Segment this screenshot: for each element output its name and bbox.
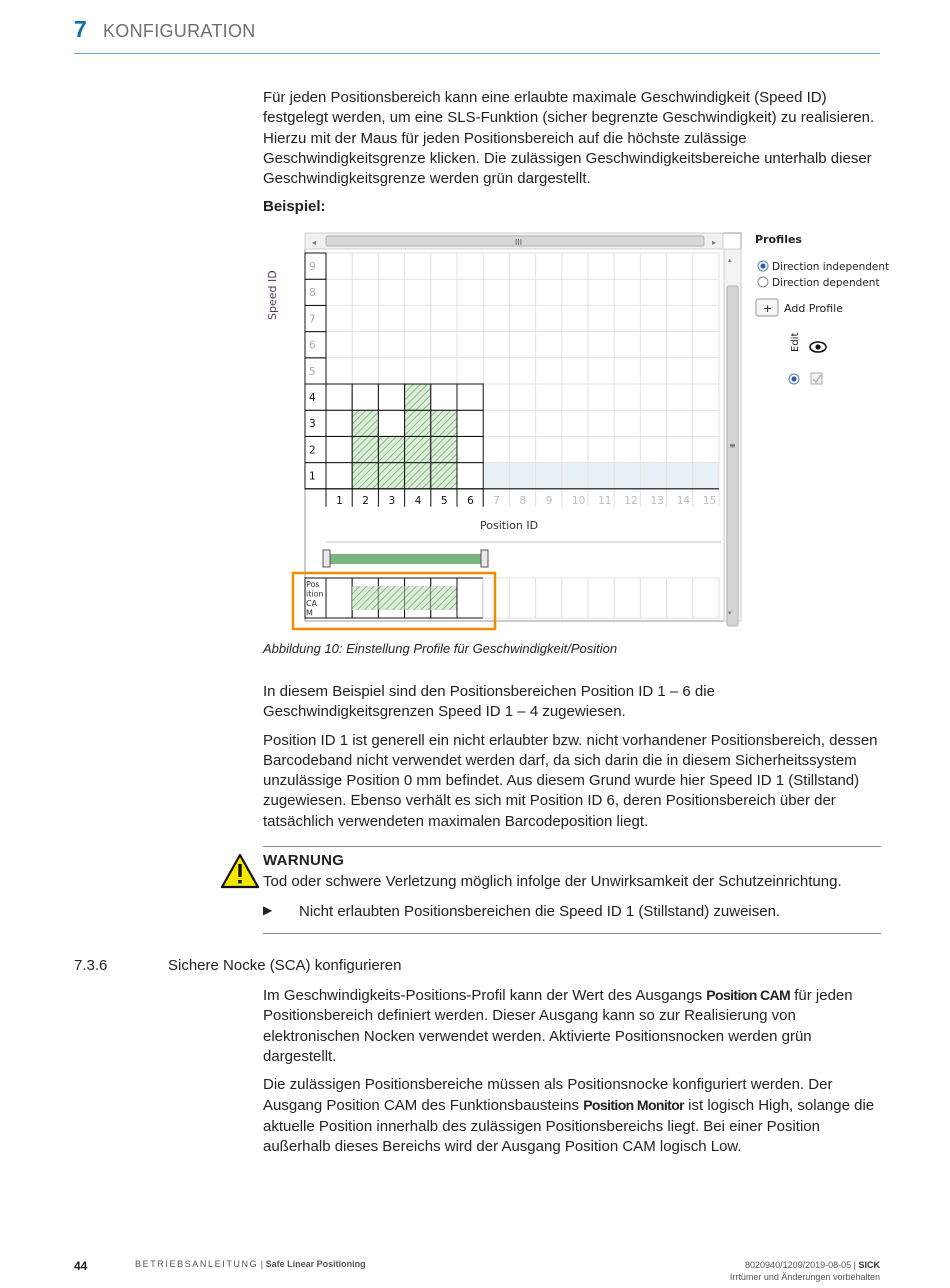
speed-cell[interactable]: [431, 410, 457, 436]
speed-cell[interactable]: [352, 436, 378, 462]
body-paragraph-1: In diesem Beispiel sind den Positionsbereichen Position ID 1 – 6 die Geschwindigkeitsgrenzen Speed ID 1 – 4 zugewiesen.: [263, 683, 715, 721]
separator: |: [258, 1259, 266, 1269]
position-label: 14: [676, 494, 691, 507]
intro-paragraph: Für jeden Positionsbereich kann eine erlaubte maximale Geschwindigkeit (Speed ID) festgelegt werden, um eine SLS-Funktion (sicher begrenzte Geschwindigkeit) zu realisieren. Hierzu mit der Maus für jeden Positionsbereich auf die höchste zulässige Geschwindigkeitsgrenze klicken. Die zulässigen Geschwindigkeitsbereiche unterhalb dieser Geschwindigkeitsgrenze werden grün dargestellt.: [263, 89, 875, 188]
term-position-monitor: Position Monitor: [583, 1097, 685, 1114]
slider-left-handle[interactable]: [323, 550, 330, 567]
edit-column-label: Edit: [790, 332, 801, 352]
position-label: 3: [388, 494, 396, 507]
bullet-arrow-icon: ▶: [263, 903, 273, 917]
text-run: Im Geschwindigkeits-Positions-Profil kann der Wert des Ausgangs: [263, 987, 707, 1004]
speed-cell[interactable]: [405, 436, 431, 462]
scroll-left-arrow-icon[interactable]: ◂: [312, 238, 317, 247]
position-label: 13: [650, 494, 664, 507]
position-label: 1: [336, 494, 343, 507]
speed-label: 7: [309, 313, 316, 326]
speed-cell[interactable]: [431, 384, 457, 410]
warning-bottom-rule: [263, 933, 881, 934]
chapter-title: KONFIGURATION: [103, 21, 256, 41]
term-position-cam: Position CAM: [706, 987, 791, 1003]
speed-cell[interactable]: [457, 463, 483, 489]
section-paragraph-1: [263, 985, 881, 1067]
chapter-header: [74, 16, 880, 54]
section-number: 7.3.6: [74, 957, 108, 974]
position-label: 7: [493, 494, 500, 507]
speed-label: 3: [309, 418, 316, 431]
profile-edit-radio[interactable]: [789, 374, 799, 384]
chapter-number: 7: [74, 16, 87, 42]
position-label: 15: [702, 494, 717, 507]
speed-cell[interactable]: [378, 463, 404, 489]
speed-cell[interactable]: [431, 436, 457, 462]
horizontal-scrollbar[interactable]: [305, 233, 723, 249]
cam-cell[interactable]: [326, 578, 352, 618]
scroll-up-arrow-icon[interactable]: ▴: [728, 256, 732, 264]
cam-cell[interactable]: [562, 578, 588, 618]
radio-independent-label: Direction independent: [772, 261, 890, 273]
slider-range-bar: [328, 554, 484, 564]
warning-text: Tod oder schwere Verletzung möglich infolge der Unwirksamkeit der Schutzeinrichtung.: [263, 873, 842, 890]
warning-action: Nicht erlaubten Positionsbereichen die Speed ID 1 (Stillstand) zuweisen.: [299, 903, 781, 920]
cam-cell[interactable]: [588, 578, 614, 618]
warning-title: WARNUNG: [263, 852, 345, 869]
speed-cell[interactable]: [378, 410, 404, 436]
speed-label: 8: [309, 287, 316, 300]
position-label: 10: [571, 494, 586, 507]
cam-cell[interactable]: [509, 578, 535, 618]
footer-document: [135, 1259, 366, 1269]
speed-cell[interactable]: [326, 463, 352, 489]
speed-cell[interactable]: [405, 384, 431, 410]
disclaimer: Irrtümer und Änderungen vorbehalten: [729, 1272, 880, 1282]
doc-type: BETRIEBSANLEITUNG: [135, 1259, 259, 1269]
grip-icon: III: [515, 238, 523, 247]
text-run: Die zulässigen Positionsbereiche müssen als Positionsnocke konfiguriert werden. Der Ausgang Position CAM des Funktionsbausteins: [263, 1076, 833, 1115]
section-body: [263, 985, 881, 1165]
scroll-down-arrow-icon[interactable]: ▾: [728, 609, 732, 617]
body-paragraph-2: Position ID 1 ist generell ein nicht erlaubter bzw. nicht vorhandener Positionsbereich, dessen Barcodeband nicht verwendet werden darf, da sich darin die in diesem Sicherheitssystem unzulässige Position 0 mm befindet. Aus diesem Grund wurde hier Speed ID 1 (Stillstand) zugewiesen. Ebenso verhält es sich mit Position ID 6, deren Positionsbereich über der tatsächlich verwendeten maximalen Barcodeposition liegt.: [263, 731, 878, 830]
speed-label: 9: [309, 261, 316, 273]
cam-cell[interactable]: [693, 578, 719, 618]
speed-cell[interactable]: [326, 410, 352, 436]
cam-active-fill: [378, 586, 404, 610]
footer-right: 8020940/1209/2019-08-05 | SICK Irrtümer und Änderungen vorbehalten: [729, 1260, 880, 1282]
radio-direction-dependent[interactable]: [758, 277, 880, 289]
cam-label-text: ition: [306, 589, 324, 599]
scroll-right-arrow-icon[interactable]: ▸: [712, 238, 717, 247]
vscroll-thumb[interactable]: [727, 286, 738, 626]
speed-label: 2: [309, 444, 316, 457]
speed-cell[interactable]: [326, 384, 352, 410]
speed-label: 1: [309, 470, 316, 483]
cam-active-fill: [431, 586, 457, 610]
section-title: Sichere Nocke (SCA) konfigurieren: [168, 957, 402, 974]
speed-cell[interactable]: [352, 384, 378, 410]
cam-cell[interactable]: [614, 578, 640, 618]
cam-active-fill: [405, 586, 431, 610]
profiles-title: Profiles: [755, 233, 802, 246]
body-section: [263, 682, 881, 840]
cam-label-text: Pos: [306, 580, 320, 589]
radio-direction-independent[interactable]: [758, 261, 889, 273]
page-number: 44: [74, 1259, 88, 1273]
position-label: 11: [598, 494, 612, 507]
profiles-panel: [755, 233, 889, 384]
speed-cell[interactable]: [326, 436, 352, 462]
warning-triangle-icon: [220, 853, 260, 889]
add-profile-label: Add Profile: [784, 302, 843, 315]
position-label: 4: [414, 494, 422, 507]
speed-cell[interactable]: [405, 410, 431, 436]
speed-cell[interactable]: [378, 384, 404, 410]
profile-figure: [266, 226, 890, 636]
speed-cell[interactable]: [457, 384, 483, 410]
doc-number: 8020940/1209/2019-08-05: [745, 1260, 852, 1270]
position-label: 2: [362, 494, 369, 507]
profile-visible-checkbox[interactable]: [811, 373, 822, 384]
speed-label: 6: [309, 339, 316, 352]
speed-cell[interactable]: [378, 436, 404, 462]
cam-cell[interactable]: [457, 578, 483, 618]
speed-cell[interactable]: [405, 463, 431, 489]
x-axis-label: Position ID: [480, 519, 539, 532]
product-name: Safe Linear Positioning: [265, 1259, 366, 1269]
cam-label-text: CA: [306, 599, 318, 608]
cam-active-fill: [352, 586, 378, 610]
example-label: Beispiel:: [263, 198, 326, 216]
plus-icon: +: [763, 302, 773, 315]
brand: SICK: [858, 1260, 880, 1270]
y-axis-label: Speed ID: [266, 270, 279, 320]
add-profile-button[interactable]: [756, 299, 843, 316]
speed-cell[interactable]: [431, 463, 457, 489]
slider-right-handle[interactable]: [481, 550, 488, 567]
eye-icon: [810, 342, 826, 352]
speed-cell[interactable]: [352, 463, 378, 489]
radio-dependent-label: Direction dependent: [772, 277, 880, 289]
speed-label: 4: [309, 392, 316, 404]
position-label: 5: [440, 494, 448, 507]
position-label: 8: [519, 494, 527, 507]
cam-cell[interactable]: [483, 578, 509, 618]
speed-label: 5: [309, 365, 316, 378]
vgrip-icon: ≡: [729, 441, 736, 450]
cam-cell[interactable]: [536, 578, 562, 618]
cam-cell[interactable]: [640, 578, 666, 618]
text-run: ist logisch High, solange die aktuelle Position innerhalb des zulässigen Positionsbereichs liegt. Bei einer Position außerhalb dieses Bereichs wird der Ausgang Position CAM logisch Low.: [263, 1097, 875, 1156]
position-label: 9: [545, 494, 553, 507]
text-run: für jeden Positionsbereich definiert werden. Dieser Ausgang kann so zur Realisierung von elektronischen Nocken verwendet werden. Aktivierte Positionsnocken werden grün dargestellt.: [263, 987, 853, 1065]
figure-caption: Abbildung 10: Einstellung Profile für Geschwindigkeit/Position: [263, 641, 618, 656]
cam-label-text: M: [306, 608, 313, 618]
speed-cell[interactable]: [457, 410, 483, 436]
position-label: 6: [467, 494, 474, 507]
vertical-scrollbar[interactable]: [724, 249, 741, 626]
speed-cell[interactable]: [352, 410, 378, 436]
speed-cell[interactable]: [457, 436, 483, 462]
profile-editor-screenshot: [266, 226, 890, 636]
position-label: 12: [624, 494, 638, 507]
section-paragraph-2: [263, 1075, 881, 1157]
row-selection-highlight: [483, 463, 719, 489]
intro-section: [263, 88, 881, 226]
radio-button[interactable]: [758, 277, 768, 287]
cam-cell[interactable]: [667, 578, 693, 618]
cam-row[interactable]: [305, 578, 719, 618]
warning-top-rule: [263, 846, 881, 847]
